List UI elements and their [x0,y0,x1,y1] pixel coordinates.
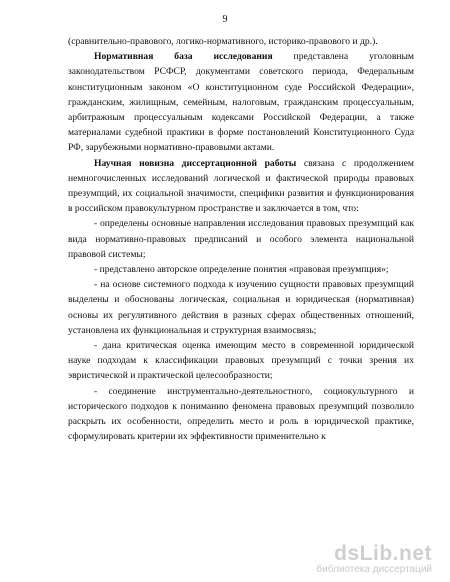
list-item: - соединение инструментально-деятельностного, социокультурного и исторического подходов к пониманию феномена правовых презумпций позволило раскрыть их особенности, определить место и роль в юридической практике, сформулировать критерии их эффективности применительно к [68,385,414,443]
watermark-subtitle: библиотека диссертаций [316,564,432,575]
paragraph-scientific-novelty: Научная новизна диссертационной работы связана с продолжением немногочисленных исследований логической и фактической природы правовых презумпций, их социальной значимости, специфики развития и функционирования в российском правокультурном пространстве и заключается в том, что: [68,157,414,215]
page-number: 9 [222,14,228,25]
paragraph-heading: Научная новизна диссертационной работы [94,157,297,169]
paragraph-normative-base: Нормативная база исследования представлена уголовным законодательством РСФСР, документами советского периода, Федеральным конституционным законом «О конституционном суде Российской Федерации», гражданским, жилищным, семейным, налоговым, гражданским процессуальным, арбитражным процессуальным кодексами Российской Федерации, а также материалами судебной практики в форме постановлений Конституционного Суда РФ, зарубежными нормативно-правовыми актами. [68,51,415,154]
paragraph: (сравнительно-правового, логико-нормативного, историко-правового и др.). [68,36,378,47]
list-item: - представлено авторское определение понятия «правовая презумпция»; [94,264,389,276]
list-item: - дана критическая оценка имеющим место в современной юридической науке подходам к классификации правовых презумпций с точки зрения их эвристической и практической целесообразности; [68,340,414,382]
watermark [316,544,432,576]
list-item: - на основе системного подхода к изучению сущности правовых презумпций выделены и обоснованы логическая, социальная и юридическая (нормативная) основы их регулятивного действия в разных сферах общественных отношений, установлена их функциональная и структурная взаимосвязь; [68,279,414,336]
document-body [68,34,414,444]
paragraph-heading: Нормативная база исследования [94,51,273,63]
list-item: - определены основные направления исследования правовых презумпций как вида нормативно-правовых предписаний и особого элемента национальной правовой системы; [68,218,414,260]
watermark-logo: dsLib.net [334,542,432,565]
